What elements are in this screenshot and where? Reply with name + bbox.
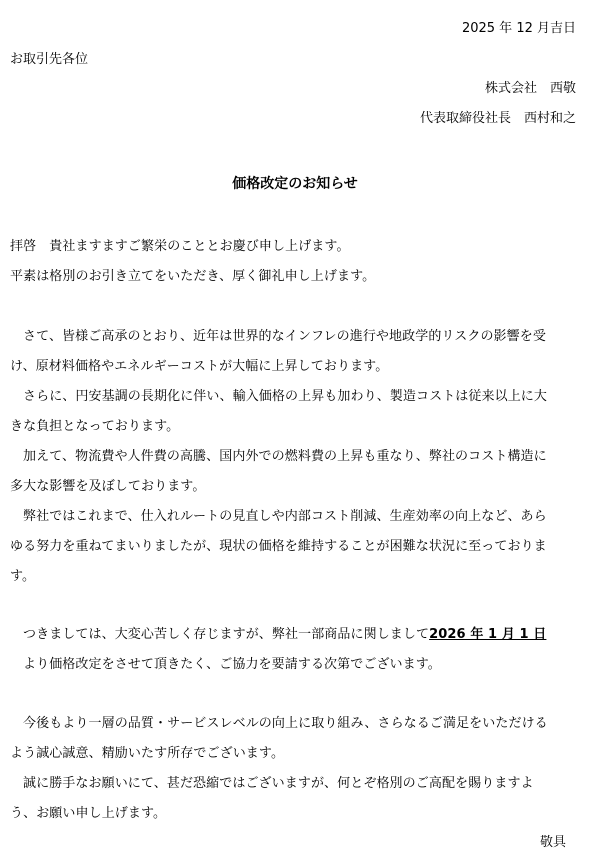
greeting-line: 平素は格別のお引き立てをいただき、厚く御礼申し上げます。 xyxy=(10,269,376,284)
body-line: す。 xyxy=(10,569,36,584)
closing-line: 今後もより一層の品質・サービスレベルの向上に取り組み、さらなるご満足をいただける xyxy=(23,716,548,731)
closing-line: 誠に勝手なお願いにて、甚だ恐縮ではございますが、何とぞ格別のご高配を賜りますよ xyxy=(23,776,534,791)
notice-text: つきましては、大変心苦しく存じますが、弊社一部商品に関しまして xyxy=(23,627,430,642)
letter-date: 2025 年 12 月吉日 xyxy=(461,21,576,36)
body-paragraphs xyxy=(10,322,580,592)
closing-line: よう誠心誠意、精励いたす所存でございます。 xyxy=(10,746,285,761)
notice-paragraph xyxy=(10,620,580,680)
notice-line: より価格改定をさせて頂きたく、ご協力を要請する次第でございます。 xyxy=(23,657,441,672)
notice-line xyxy=(10,620,580,650)
body-line: きな負担となっております。 xyxy=(10,419,180,434)
greeting xyxy=(10,232,580,292)
body-line: さて、皆様ご高承のとおり、近年は世界的なインフレの進行や地政学的リスクの影響を受 xyxy=(23,329,546,344)
closing-line: う、お願い申し上げます。 xyxy=(10,806,167,821)
sign-off: 敬具 xyxy=(539,835,566,850)
body-line: 加えて、物流費や人件費の高騰、国内外での燃料費の上昇も重なり、弊社のコスト構造に xyxy=(23,449,547,464)
body-line: さらに、円安基調の長期化に伴い、輸入価格の上昇も加わり、製造コストは従来以上に大 xyxy=(23,389,548,404)
greeting-line: 拝啓 貴社ますますご繁栄のこととお慶び申し上げます。 xyxy=(10,239,350,254)
page-title: 価格改定のお知らせ xyxy=(232,176,358,192)
recipient: お取引先各位 xyxy=(10,52,89,67)
body-line: ゆる努力を重ねてまいりましたが、現状の価格を維持することが困難な状況に至っておりま xyxy=(10,539,547,554)
effective-date: 2026 年 1 月 1 日 xyxy=(429,627,547,642)
sender-representative: 代表取締役社長 西村和之 xyxy=(419,111,576,126)
sender-company: 株式会社 西敬 xyxy=(484,81,576,96)
body-line: 弊社ではこれまで、仕入れルートの見直しや内部コスト削減、生産効率の向上など、あら xyxy=(23,509,547,524)
closing-paragraphs xyxy=(10,709,580,829)
body-line: け、原材料価格やエネルギーコストが大幅に上昇しております。 xyxy=(10,359,389,374)
body-line: 多大な影響を及ぼしております。 xyxy=(10,479,206,494)
